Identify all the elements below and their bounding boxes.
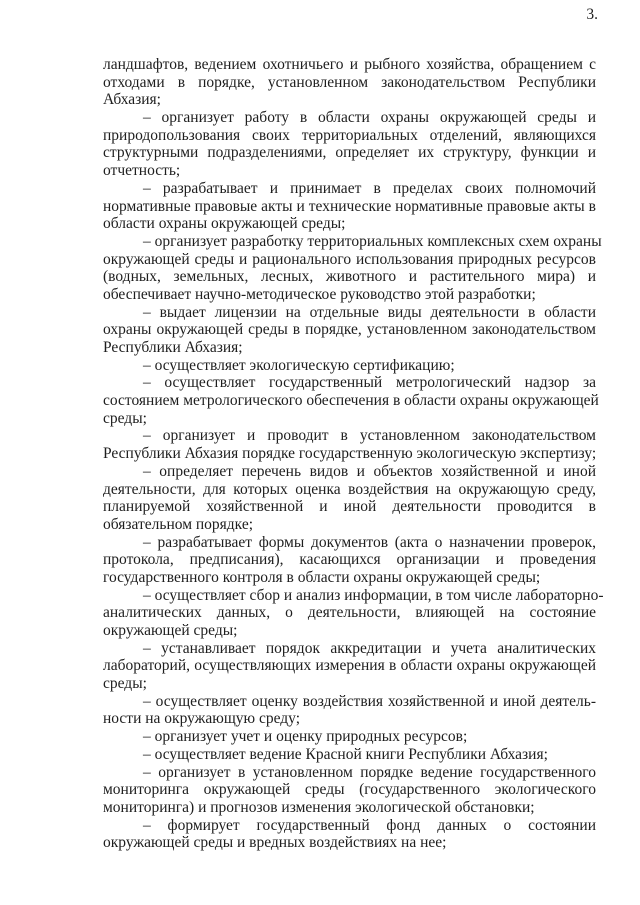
text-line: мониторинга окружающей среды (государственного экологического — [103, 781, 596, 799]
text-line: – осуществляет государственный метрологический надзор за — [143, 374, 596, 392]
paragraph — [103, 728, 596, 746]
text-line: окружающей среды; — [103, 622, 238, 639]
text-line: – организует в установленном порядке ведение государственного — [143, 763, 596, 781]
text-line: – организует и проводит в установленном законодательством — [143, 427, 596, 445]
text-line: отчетность; — [103, 162, 181, 180]
paragraph — [103, 693, 596, 728]
text-line: деятельности, для которых оценка воздействия на окружающую среду, — [103, 480, 596, 498]
paragraph — [103, 640, 596, 693]
paragraph — [103, 304, 596, 357]
text-line: отходами в порядке, установленном законодательством Республики — [103, 73, 596, 91]
text-line: Республики Абхазия; — [103, 339, 243, 356]
text-line: состоянием метрологического обеспечения в области охраны окружающей — [103, 392, 599, 410]
text-line: – осуществляет ведение Красной книги Республики Абхазия; — [143, 745, 548, 763]
text-line: – формирует государственный фонд данных о состоянии — [143, 816, 596, 834]
paragraph — [103, 232, 602, 304]
text-line: нормативные правовые акты и технические нормативные правовые акты в — [103, 197, 596, 215]
text-line: ландшафтов, ведением охотничьего и рыбного хозяйства, обращением с — [103, 56, 596, 73]
paragraph — [103, 427, 596, 462]
paragraph — [103, 357, 596, 375]
text-line: области охраны окружающей среды; — [103, 215, 346, 233]
text-line: государственного контроля в области охраны окружающей среды; — [103, 568, 541, 586]
text-line: природопользования своих территориальных отделений, являющихся — [103, 126, 596, 144]
text-line: окружающей среды и вредных воздействиях на нее; — [103, 834, 447, 852]
text-line: (водных, земельных, лесных, животного и растительного мира) и — [103, 268, 596, 286]
text-line: охраны окружающей среды в порядке, установленном законодательством — [103, 321, 596, 339]
text-line: обязательном порядке; — [103, 515, 254, 533]
text-line: – определяет перечень видов и объектов хозяйственной и иной — [143, 462, 596, 480]
paragraph — [103, 374, 599, 427]
paragraph — [103, 180, 596, 233]
document-body — [103, 56, 604, 852]
text-line: – устанавливает порядок аккредитации и учета аналитических — [143, 639, 596, 657]
paragraph — [103, 109, 596, 180]
text-line: среды; — [103, 409, 147, 427]
text-line: – осуществляет сбор и анализ информации, в том числе лабораторно- — [143, 586, 604, 604]
text-line: – организует разработку территориальных комплексных схем охраны — [143, 232, 602, 250]
paragraph — [103, 586, 604, 640]
text-line: мониторинга) и прогнозов изменения экологической обстановки; — [103, 798, 535, 816]
text-line: среды; — [103, 675, 147, 693]
text-line: протокола, предписания), касающихся организации и проведения — [103, 551, 596, 569]
paragraph — [103, 56, 596, 109]
text-line: – разрабатывает формы документов (акта о назначении проверок, — [143, 533, 596, 551]
paragraph — [103, 463, 596, 534]
text-line: окружающей среды и рационального использования природных ресурсов — [103, 250, 596, 268]
text-line: Республики Абхазия порядке государственную экологическую экспертизу; — [103, 445, 597, 463]
text-line: обеспечивает научно-методическое руководство этой разработки; — [103, 285, 536, 303]
text-line: аналитических данных, о деятельности, влияющей на состояние — [103, 604, 596, 622]
text-line: лабораторий, осуществляющих измерения в области охраны окружающей — [103, 657, 596, 675]
text-line: – организует учет и оценку природных ресурсов; — [143, 728, 468, 746]
text-line: планируемой хозяйственной и иной деятельности проводится в — [103, 498, 596, 516]
paragraph — [103, 817, 596, 852]
text-line: ности на окружающую среду; — [103, 710, 301, 728]
text-line: – выдает лицензии на отдельные виды деятельности в области — [143, 303, 596, 321]
text-line: структурными подразделениями, определяет их структуру, функции и — [103, 144, 596, 162]
text-line: – осуществляет оценку воздействия хозяйственной и иной деятель- — [143, 692, 596, 710]
text-line: – разрабатывает и принимает в пределах своих полномочий — [143, 179, 596, 197]
paragraph — [103, 746, 596, 764]
text-line: – осуществляет экологическую сертификацию; — [143, 356, 455, 374]
text-line: Абхазия; — [103, 91, 161, 109]
page-number: 3. — [586, 6, 598, 23]
paragraph — [103, 764, 596, 817]
text-line: – организует работу в области охраны окружающей среды и — [143, 109, 596, 127]
paragraph — [103, 534, 596, 587]
